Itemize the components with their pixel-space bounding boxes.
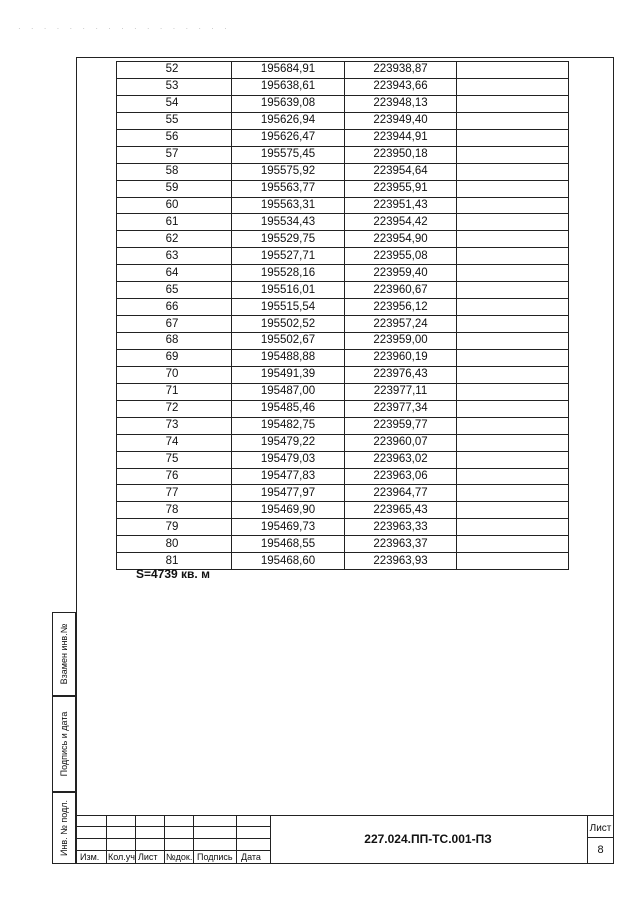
y-coordinate-cell: 223938,87: [345, 62, 457, 79]
y-coordinate-cell: 223954,42: [345, 214, 457, 231]
x-coordinate-cell: 195482,75: [232, 417, 345, 434]
y-coordinate-cell: 223948,13: [345, 95, 457, 112]
empty-cell: [457, 434, 569, 451]
x-coordinate-cell: 195639,08: [232, 95, 345, 112]
point-number-cell: 66: [117, 299, 232, 316]
y-coordinate-cell: 223963,02: [345, 451, 457, 468]
empty-cell: [457, 553, 569, 570]
empty-cell: [457, 78, 569, 95]
empty-cell: [457, 417, 569, 434]
point-number-cell: 58: [117, 163, 232, 180]
table-row: [117, 417, 569, 434]
table-row: [117, 299, 569, 316]
sheet-number: 8: [597, 844, 604, 856]
y-coordinate-cell: 223959,77: [345, 417, 457, 434]
x-coordinate-cell: 195488,88: [232, 349, 345, 366]
table-row: [117, 180, 569, 197]
table-row: [117, 78, 569, 95]
empty-cell: [457, 62, 569, 79]
x-coordinate-cell: 195477,97: [232, 485, 345, 502]
table-row: [117, 468, 569, 485]
side-cell-inventory: [52, 792, 76, 864]
side-label-replace: Взамен инв.№: [59, 623, 69, 685]
table-row: [117, 400, 569, 417]
y-coordinate-cell: 223957,24: [345, 316, 457, 333]
empty-cell: [457, 383, 569, 400]
empty-cell: [457, 366, 569, 383]
empty-cell: [457, 163, 569, 180]
y-coordinate-cell: 223960,19: [345, 349, 457, 366]
point-number-cell: 68: [117, 333, 232, 350]
y-coordinate-cell: 223960,67: [345, 282, 457, 299]
point-number-cell: 80: [117, 536, 232, 553]
table-row: [117, 95, 569, 112]
point-number-cell: 79: [117, 519, 232, 536]
x-coordinate-cell: 195469,90: [232, 502, 345, 519]
scan-artifact: · · · · · · · · · · · · · · · · ·: [18, 24, 231, 33]
point-number-cell: 65: [117, 282, 232, 299]
empty-cell: [457, 231, 569, 248]
stamp-header-sheet: Лист: [138, 852, 158, 862]
x-coordinate-cell: 195638,61: [232, 78, 345, 95]
empty-cell: [457, 536, 569, 553]
y-coordinate-cell: 223959,00: [345, 333, 457, 350]
table-row: [117, 502, 569, 519]
point-number-cell: 70: [117, 366, 232, 383]
y-coordinate-cell: 223960,07: [345, 434, 457, 451]
table-row: [117, 214, 569, 231]
empty-cell: [457, 248, 569, 265]
y-coordinate-cell: 223943,66: [345, 78, 457, 95]
y-coordinate-cell: 223955,91: [345, 180, 457, 197]
table-row: [117, 112, 569, 129]
y-coordinate-cell: 223944,91: [345, 129, 457, 146]
empty-cell: [457, 299, 569, 316]
x-coordinate-cell: 195528,16: [232, 265, 345, 282]
empty-cell: [457, 95, 569, 112]
y-coordinate-cell: 223963,33: [345, 519, 457, 536]
x-coordinate-cell: 195563,77: [232, 180, 345, 197]
empty-cell: [457, 333, 569, 350]
y-coordinate-cell: 223963,93: [345, 553, 457, 570]
table-row: [117, 146, 569, 163]
coordinates-table: [116, 61, 569, 570]
empty-cell: [457, 519, 569, 536]
point-number-cell: 71: [117, 383, 232, 400]
side-cell-replace: [52, 612, 76, 696]
point-number-cell: 78: [117, 502, 232, 519]
y-coordinate-cell: 223954,64: [345, 163, 457, 180]
table-row: [117, 434, 569, 451]
empty-cell: [457, 197, 569, 214]
y-coordinate-cell: 223955,08: [345, 248, 457, 265]
empty-cell: [457, 349, 569, 366]
x-coordinate-cell: 195469,73: [232, 519, 345, 536]
y-coordinate-cell: 223954,90: [345, 231, 457, 248]
x-coordinate-cell: 195626,94: [232, 112, 345, 129]
x-coordinate-cell: 195534,43: [232, 214, 345, 231]
sheet-label: Лист: [589, 823, 612, 834]
point-number-cell: 62: [117, 231, 232, 248]
table-row: [117, 333, 569, 350]
y-coordinate-cell: 223951,43: [345, 197, 457, 214]
point-number-cell: 73: [117, 417, 232, 434]
point-number-cell: 81: [117, 553, 232, 570]
point-number-cell: 75: [117, 451, 232, 468]
x-coordinate-cell: 195684,91: [232, 62, 345, 79]
x-coordinate-cell: 195491,39: [232, 366, 345, 383]
y-coordinate-cell: 223959,40: [345, 265, 457, 282]
x-coordinate-cell: 195468,55: [232, 536, 345, 553]
empty-cell: [457, 265, 569, 282]
x-coordinate-cell: 195516,01: [232, 282, 345, 299]
x-coordinate-cell: 195468,60: [232, 553, 345, 570]
table-row: [117, 163, 569, 180]
table-row: [117, 366, 569, 383]
point-number-cell: 56: [117, 129, 232, 146]
point-number-cell: 63: [117, 248, 232, 265]
point-number-cell: 55: [117, 112, 232, 129]
point-number-cell: 76: [117, 468, 232, 485]
x-coordinate-cell: 195502,67: [232, 333, 345, 350]
y-coordinate-cell: 223965,43: [345, 502, 457, 519]
point-number-cell: 59: [117, 180, 232, 197]
stamp-header-signature: Подпись: [197, 852, 233, 862]
empty-cell: [457, 112, 569, 129]
empty-cell: [457, 468, 569, 485]
y-coordinate-cell: 223963,37: [345, 536, 457, 553]
empty-cell: [457, 485, 569, 502]
table-row: [117, 485, 569, 502]
point-number-cell: 52: [117, 62, 232, 79]
x-coordinate-cell: 195477,83: [232, 468, 345, 485]
empty-cell: [457, 451, 569, 468]
point-number-cell: 53: [117, 78, 232, 95]
stamp-header-count: Кол.уч: [108, 852, 135, 862]
y-coordinate-cell: 223950,18: [345, 146, 457, 163]
x-coordinate-cell: 195485,46: [232, 400, 345, 417]
empty-cell: [457, 180, 569, 197]
point-number-cell: 72: [117, 400, 232, 417]
empty-cell: [457, 129, 569, 146]
y-coordinate-cell: 223977,34: [345, 400, 457, 417]
x-coordinate-cell: 195515,54: [232, 299, 345, 316]
x-coordinate-cell: 195626,47: [232, 129, 345, 146]
point-number-cell: 64: [117, 265, 232, 282]
table-row: [117, 265, 569, 282]
point-number-cell: 57: [117, 146, 232, 163]
y-coordinate-cell: 223976,43: [345, 366, 457, 383]
side-cell-signature: [52, 696, 76, 792]
y-coordinate-cell: 223949,40: [345, 112, 457, 129]
table-row: [117, 62, 569, 79]
document-code: 227.024.ПП-ТС.001-ПЗ: [364, 832, 492, 846]
area-total: S=4739 кв. м: [136, 567, 210, 581]
side-label-inventory: Инв. № подл.: [59, 799, 69, 857]
stamp-header-date: Дата: [241, 852, 261, 862]
x-coordinate-cell: 195563,31: [232, 197, 345, 214]
x-coordinate-cell: 195487,00: [232, 383, 345, 400]
table-row: [117, 451, 569, 468]
point-number-cell: 74: [117, 434, 232, 451]
empty-cell: [457, 282, 569, 299]
table-row: [117, 248, 569, 265]
empty-cell: [457, 502, 569, 519]
empty-cell: [457, 316, 569, 333]
table-row: [117, 231, 569, 248]
point-number-cell: 77: [117, 485, 232, 502]
point-number-cell: 61: [117, 214, 232, 231]
table-row: [117, 129, 569, 146]
y-coordinate-cell: 223963,06: [345, 468, 457, 485]
empty-cell: [457, 214, 569, 231]
stamp-header-change: Изм.: [80, 852, 100, 862]
x-coordinate-cell: 195575,92: [232, 163, 345, 180]
stamp-header-doc: №док.: [166, 852, 193, 862]
empty-cell: [457, 146, 569, 163]
x-coordinate-cell: 195479,03: [232, 451, 345, 468]
x-coordinate-cell: 195575,45: [232, 146, 345, 163]
empty-cell: [457, 400, 569, 417]
x-coordinate-cell: 195529,75: [232, 231, 345, 248]
point-number-cell: 67: [117, 316, 232, 333]
y-coordinate-cell: 223956,12: [345, 299, 457, 316]
table-row: [117, 536, 569, 553]
point-number-cell: 60: [117, 197, 232, 214]
x-coordinate-cell: 195527,71: [232, 248, 345, 265]
table-row: [117, 519, 569, 536]
point-number-cell: 69: [117, 349, 232, 366]
y-coordinate-cell: 223964,77: [345, 485, 457, 502]
point-number-cell: 54: [117, 95, 232, 112]
side-label-signature: Подпись и дата: [59, 711, 69, 777]
table-row: [117, 383, 569, 400]
table-row: [117, 349, 569, 366]
x-coordinate-cell: 195502,52: [232, 316, 345, 333]
x-coordinate-cell: 195479,22: [232, 434, 345, 451]
table-row: [117, 282, 569, 299]
table-row: [117, 316, 569, 333]
table-row: [117, 197, 569, 214]
y-coordinate-cell: 223977,11: [345, 383, 457, 400]
